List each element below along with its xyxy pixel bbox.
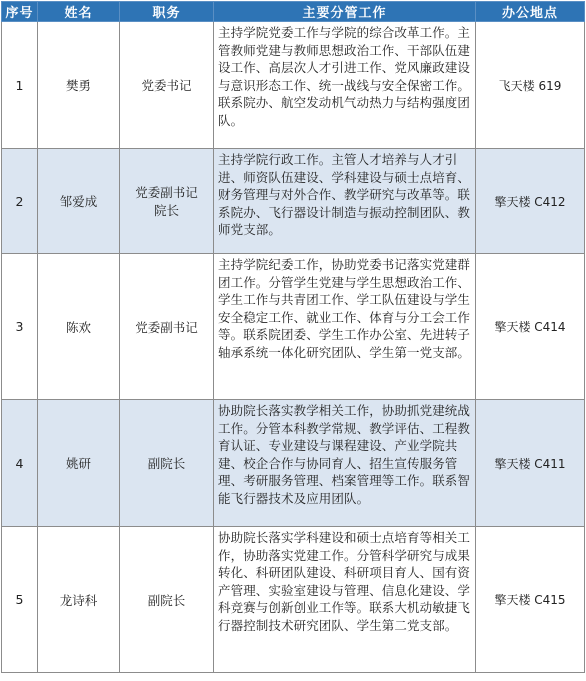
- row-no: 4: [2, 400, 38, 527]
- row-name: 樊勇: [38, 22, 120, 149]
- row-title-line: 院长: [153, 203, 179, 218]
- header-name: 姓名: [38, 2, 120, 22]
- row-office: 擎天楼 C411: [476, 400, 585, 527]
- row-no: 2: [2, 149, 38, 254]
- header-office: 办公地点: [476, 2, 585, 22]
- table-row: [2, 527, 585, 673]
- row-duties: 主持学院党委工作与学院的综合改革工作。主管教师党建与教师思想政治工作、干部队伍建设工作、高层次人才引进工作、党风廉政建设与意识形态工作、统一战线与安全保密工作。联系院办、航空发动机气动热力与结构强度团队。: [214, 22, 476, 149]
- row-title: 副院长: [120, 400, 214, 527]
- row-title: 党委副书记: [120, 254, 214, 400]
- row-no: 3: [2, 254, 38, 400]
- row-office: 擎天楼 C412: [476, 149, 585, 254]
- row-title-line: 党委副书记: [135, 185, 198, 200]
- row-name: 陈欢: [38, 254, 120, 400]
- row-name: 姚研: [38, 400, 120, 527]
- row-title: [120, 149, 214, 254]
- row-name: 龙诗科: [38, 527, 120, 673]
- row-no: 1: [2, 22, 38, 149]
- row-office: 飞天楼 619: [476, 22, 585, 149]
- table-row: [2, 149, 585, 254]
- row-office: 擎天楼 C415: [476, 527, 585, 673]
- header-duties: 主要分管工作: [214, 2, 476, 22]
- header-no: 序号: [2, 2, 38, 22]
- row-title: 党委书记: [120, 22, 214, 149]
- table-row: [2, 22, 585, 149]
- row-office: 擎天楼 C414: [476, 254, 585, 400]
- row-name: 邹爱成: [38, 149, 120, 254]
- row-duties: 主持学院纪委工作，协助党委书记落实党建群团工作。分管学生党建与学生思想政治工作、学生工作与共青团工作、学工队伍建设与学生安全稳定工作、就业工作、体育与分工会工作等。联系院团委、学生工作办公室、先进转子轴承系统一体化研究团队、学生第一党支部。: [214, 254, 476, 400]
- row-title: 副院长: [120, 527, 214, 673]
- row-duties: 协助院长落实教学相关工作，协助抓党建统战工作。分管本科教学常规、教学评估、工程教育认证、专业建设与课程建设、产业学院共建、校企合作与协同育人、招生宣传服务管理、考研服务管理、档案管理等工作。联系智能飞行器技术及应用团队。: [214, 400, 476, 527]
- table-row: [2, 254, 585, 400]
- leadership-table: [1, 1, 585, 673]
- row-duties: 协助院长落实学科建设和硕士点培育等相关工作，协助落实党建工作。分管科学研究与成果转化、科研团队建设、科研项目育人、国有资产管理、实验室建设与管理、信息化建设、学科竞赛与创新创业工作等。联系大机动敏捷飞行器控制技术研究团队、学生第二党支部。: [214, 527, 476, 673]
- row-duties: 主持学院行政工作。主管人才培养与人才引进、师资队伍建设、学科建设与硕士点培育、财务管理与对外合作、教学研究与改革等。联系院办、飞行器设计制造与振动控制团队、教师党支部。: [214, 149, 476, 254]
- row-no: 5: [2, 527, 38, 673]
- table-header-row: [2, 2, 585, 22]
- table-row: [2, 400, 585, 527]
- header-title: 职务: [120, 2, 214, 22]
